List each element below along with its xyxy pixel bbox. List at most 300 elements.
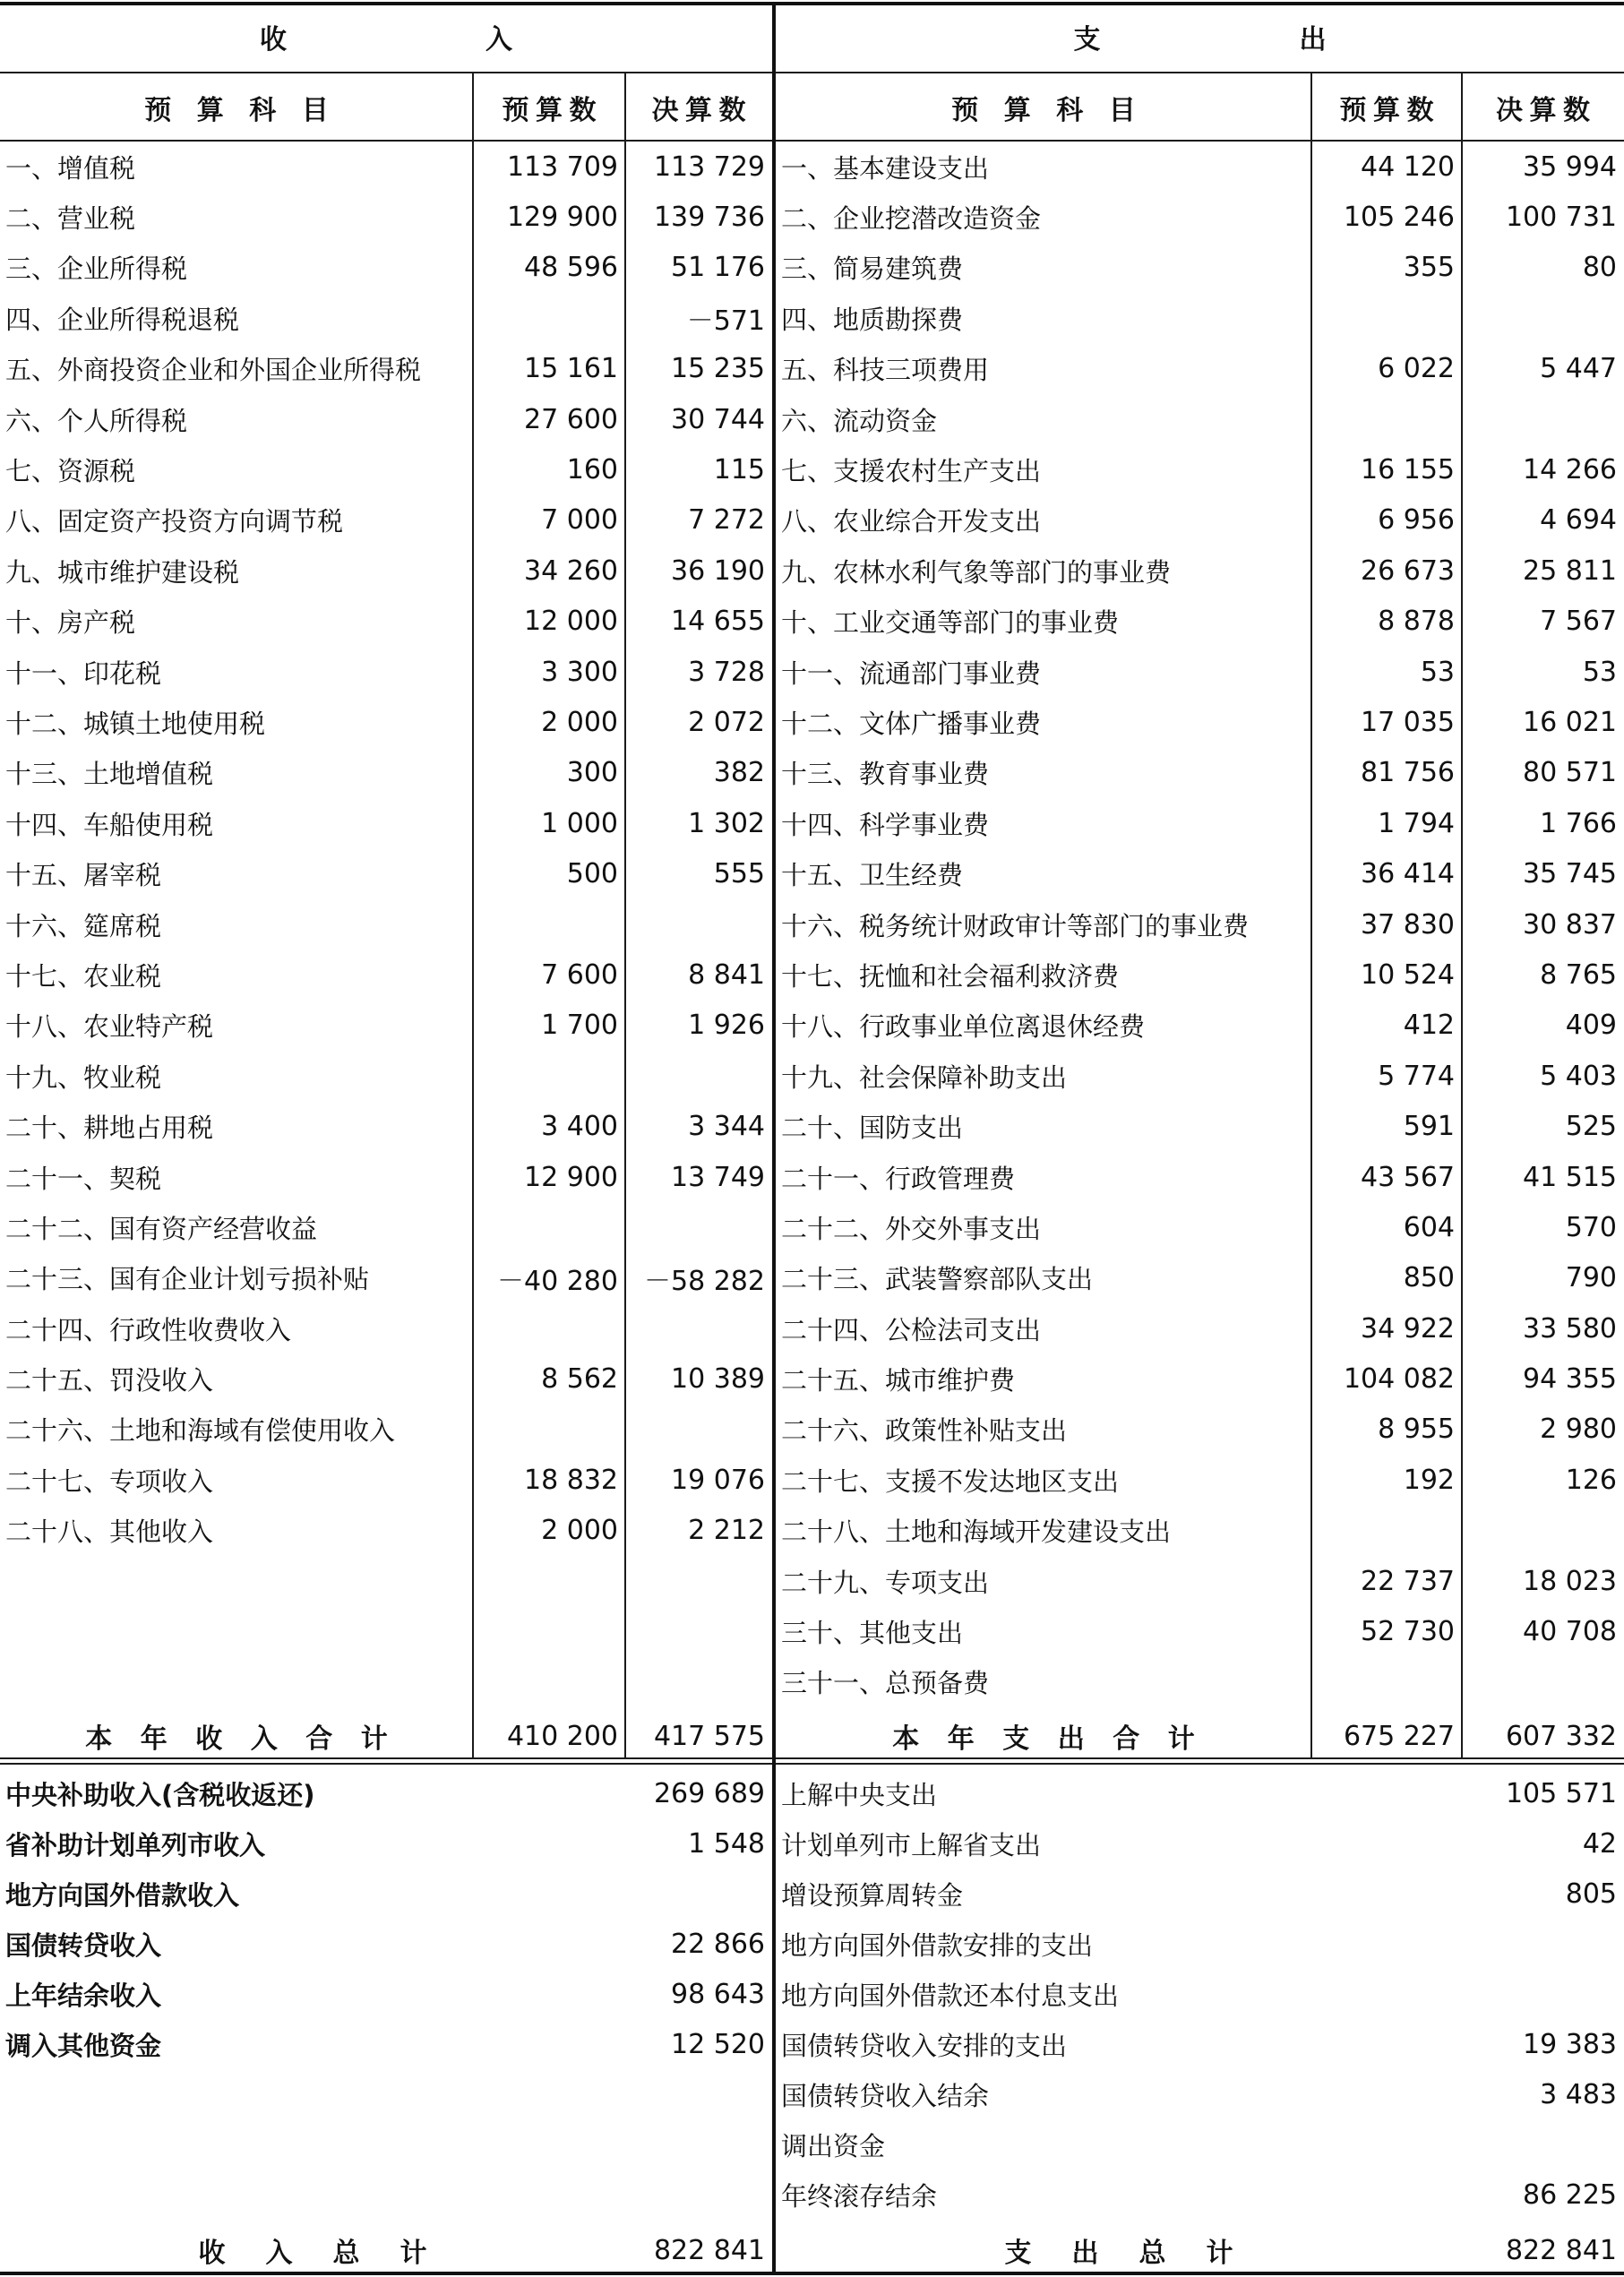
income-item-budget: 12 900 (524, 1161, 618, 1193)
table-row (0, 1353, 1624, 1404)
income-item-final: 8 841 (688, 958, 765, 991)
expense-section-title: 支 出 (1073, 24, 1413, 56)
expense-extra-name: 调出资金 (781, 2130, 886, 2161)
income-item-budget: 8 562 (541, 1363, 618, 1396)
expense-item-name: 二十九、专项支出 (781, 1567, 990, 1598)
table-row (0, 647, 1624, 697)
income-item-final: 7 272 (688, 504, 765, 537)
table-row (0, 1506, 1624, 1556)
income-item-budget (473, 1606, 625, 1656)
table-row (0, 192, 1624, 242)
expense-item-final: 25 811 (1523, 554, 1617, 587)
header-divider (0, 72, 1624, 73)
income-item-final: 1 302 (688, 807, 765, 839)
expense-item-final: 33 580 (1523, 1312, 1617, 1345)
income-item-final: 555 (713, 858, 765, 890)
expense-item-final: 1 766 (1540, 807, 1617, 839)
expense-item-budget: 37 830 (1361, 908, 1455, 941)
center-divider (772, 2, 776, 2273)
expense-item-name: 十九、社会保障补助支出 (781, 1061, 1068, 1093)
expense-item-name: 六、流动资金 (781, 405, 938, 436)
income-subject-divider (472, 72, 474, 1757)
expense-item-budget: 850 (1403, 1262, 1455, 1294)
income-item-budget: 48 596 (524, 252, 618, 284)
income-item-final: 2 212 (688, 1515, 765, 1547)
top-rule (0, 2, 1624, 5)
expense-item-name: 二十五、城市维护费 (781, 1365, 1016, 1396)
income-item-name: 六、个人所得税 (5, 405, 188, 436)
income-item-name: 七、资源税 (5, 456, 136, 487)
expense-item-final: 41 515 (1523, 1161, 1617, 1193)
expense-item-budget: 43 567 (1361, 1161, 1455, 1193)
expense-item-name: 五、科技三项费用 (781, 355, 990, 386)
income-extra-name: 中央补助收入(含税收返还) (5, 1779, 315, 1810)
income-item-final: 30 744 (671, 403, 765, 435)
expense-item-budget: 6 956 (1378, 504, 1455, 537)
income-item-budget: 34 260 (524, 554, 618, 587)
expense-item-final: 8 765 (1540, 958, 1617, 991)
income-extra-value: 1 548 (688, 1827, 765, 1860)
income-item-final: 115 (713, 454, 765, 486)
income-extra-name: 上年结余收入 (5, 1980, 162, 2011)
table-row (0, 1303, 1624, 1353)
income-final-header: 决算数 (651, 95, 752, 126)
income-item-final: 139 736 (653, 202, 765, 234)
expense-item-final: 35 745 (1523, 858, 1617, 890)
expense-item-name: 二十六、政策性补贴支出 (781, 1415, 1068, 1447)
expense-item-budget: 44 120 (1361, 150, 1455, 183)
expense-item-final: 94 355 (1523, 1363, 1617, 1396)
income-extra-name: 省补助计划单列市收入 (5, 1829, 266, 1860)
income-item-name: 二十、耕地占用税 (5, 1113, 214, 1144)
expense-item-name: 二十七、支援不发达地区支出 (781, 1465, 1120, 1497)
income-extra-value: 269 689 (653, 1777, 765, 1809)
income-grand-total-label: 收入总计 (198, 2238, 468, 2269)
expense-item-final: 80 571 (1523, 757, 1617, 789)
income-item-budget (473, 293, 625, 343)
expense-year-total-label: 本年支出合计 (892, 1723, 1224, 1755)
income-item-name: 二十四、行政性收费收入 (5, 1314, 292, 1345)
table-row (0, 1051, 1624, 1101)
expense-item-final: 4 694 (1540, 504, 1617, 537)
expense-subject-header: 预算科目 (951, 95, 1162, 126)
table-row (0, 142, 1624, 192)
column-header-row (0, 73, 1624, 142)
table-row (0, 344, 1624, 394)
expense-item-name: 九、农林水利气象等部门的事业费 (781, 556, 1172, 588)
income-extra-name (0, 2170, 625, 2220)
income-item-final: 10 389 (671, 1363, 765, 1396)
income-item-budget: 27 600 (524, 403, 618, 435)
expense-item-name: 三十一、总预备费 (781, 1668, 990, 1699)
income-item-final (625, 1202, 772, 1252)
income-extra-value (625, 2069, 772, 2119)
expense-item-name: 一、基本建设支出 (781, 152, 990, 184)
expense-item-budget: 81 756 (1361, 757, 1455, 789)
income-item-name: 三、企业所得税 (5, 253, 188, 285)
expense-year-total-budget: 675 227 (1343, 1720, 1455, 1752)
income-budget-divider (624, 72, 626, 1757)
expense-item-final: 14 266 (1523, 454, 1617, 486)
income-item-final (625, 1606, 772, 1656)
supplementary-row (0, 1768, 1624, 1818)
income-year-total-final: 417 575 (653, 1720, 765, 1752)
expense-extra-value: 42 (1582, 1827, 1617, 1860)
expense-item-name: 二十三、武装警察部队支出 (781, 1264, 1094, 1295)
supplementary-row (0, 1919, 1624, 1969)
expense-item-budget: 53 (1420, 656, 1455, 688)
income-extra-value (625, 2119, 772, 2170)
expense-extra-name: 地方向国外借款还本付息支出 (781, 1980, 1120, 2011)
income-item-final (625, 1657, 772, 1707)
expense-item-budget: 8 955 (1378, 1413, 1455, 1446)
income-extra-name: 调入其他资金 (5, 2030, 162, 2061)
expense-final-header: 决算数 (1496, 95, 1597, 126)
income-item-final: 3 344 (688, 1111, 765, 1143)
expense-item-name: 七、支援农村生产支出 (781, 456, 1042, 487)
income-extra-name (0, 2069, 625, 2119)
expense-extra-value (1462, 1919, 1624, 1969)
expense-extra-name: 上解中央支出 (781, 1779, 938, 1810)
income-item-name (0, 1657, 473, 1707)
table-row (0, 1405, 1624, 1455)
income-item-name: 一、增值税 (5, 152, 136, 184)
income-item-final: 15 235 (671, 353, 765, 385)
expense-item-budget (1311, 1506, 1462, 1556)
expense-item-final: 53 (1582, 656, 1617, 688)
income-item-final: 382 (713, 757, 765, 789)
table-row (0, 495, 1624, 546)
expense-extra-value: 3 483 (1540, 2078, 1617, 2110)
table-row (0, 1657, 1624, 1707)
income-item-final (625, 1051, 772, 1101)
income-item-final: 13 749 (671, 1161, 765, 1193)
income-item-final: 2 072 (688, 706, 765, 738)
expense-extra-value: 805 (1565, 1877, 1617, 1910)
income-extra-value (625, 2170, 772, 2220)
income-item-budget (473, 1303, 625, 1353)
income-item-budget (473, 1405, 625, 1455)
expense-item-name: 二十、国防支出 (781, 1113, 964, 1144)
expense-item-final: 790 (1565, 1262, 1617, 1294)
expense-item-name: 二十一、行政管理费 (781, 1163, 1016, 1194)
income-grand-total-value: 822 841 (653, 2234, 765, 2266)
income-item-name: 二十五、罚没收入 (5, 1365, 214, 1396)
expense-item-budget: 104 082 (1343, 1363, 1455, 1396)
table-row (0, 798, 1624, 848)
expense-item-budget: 34 922 (1361, 1312, 1455, 1345)
income-item-final: 3 728 (688, 656, 765, 688)
expense-item-final: 7 567 (1540, 606, 1617, 638)
table-row (0, 748, 1624, 798)
expense-item-name: 十二、文体广播事业费 (781, 708, 1042, 739)
expense-extra-value: 105 571 (1505, 1777, 1617, 1809)
income-extra-value: 12 520 (671, 2028, 765, 2060)
expense-item-final (1462, 1506, 1624, 1556)
income-item-name: 五、外商投资企业和外国企业所得税 (5, 355, 422, 386)
expense-item-budget (1311, 293, 1462, 343)
expense-item-name: 十一、流通部门事业费 (781, 657, 1042, 689)
income-item-name: 十四、车船使用税 (5, 809, 214, 840)
expense-extra-name: 计划单列市上解省支出 (781, 1829, 1042, 1860)
expense-item-final: 570 (1565, 1211, 1617, 1243)
income-item-final: 36 190 (671, 554, 765, 587)
income-item-name: 十七、农业税 (5, 960, 162, 992)
income-item-name: 十五、屠宰税 (5, 860, 162, 891)
year-total-row (0, 1713, 1624, 1759)
income-item-final: 14 655 (671, 606, 765, 638)
income-item-name: 八、固定资产投资方向调节税 (5, 506, 344, 537)
income-extra-value: 22 866 (671, 1928, 765, 1960)
income-item-budget: 3 400 (541, 1111, 618, 1143)
supplementary-row (0, 2170, 1624, 2220)
income-item-final: 113 729 (653, 150, 765, 183)
income-extra-name (0, 2119, 625, 2170)
expense-item-budget: 604 (1403, 1211, 1455, 1243)
supplementary-row (0, 2119, 1624, 2170)
expense-item-final: 16 021 (1523, 706, 1617, 738)
table-row (0, 848, 1624, 898)
income-item-budget: 3 300 (541, 656, 618, 688)
expense-item-final: 100 731 (1505, 202, 1617, 234)
income-item-name: 二十六、土地和海域有偿使用收入 (5, 1415, 396, 1447)
income-item-budget: 15 161 (524, 353, 618, 385)
table-row (0, 899, 1624, 949)
expense-item-budget: 355 (1403, 252, 1455, 284)
expense-item-final: 80 (1582, 252, 1617, 284)
income-item-name: 十九、牧业税 (5, 1061, 162, 1093)
expense-item-name: 二、企业挖潜改造资金 (781, 203, 1042, 235)
income-item-name (0, 1556, 473, 1606)
expense-year-total-final: 607 332 (1505, 1720, 1617, 1752)
income-item-budget: 113 709 (506, 150, 618, 183)
table-row (0, 1606, 1624, 1656)
income-item-budget: 129 900 (506, 202, 618, 234)
expense-item-budget: 105 246 (1343, 202, 1455, 234)
supplementary-row (0, 1869, 1624, 1919)
expense-grand-total-label: 支出总计 (1004, 2238, 1274, 2269)
expense-item-final: 5 447 (1540, 353, 1617, 385)
expense-item-final: 40 708 (1523, 1616, 1617, 1648)
income-subject-header: 预算科目 (144, 95, 355, 126)
expense-extra-value (1462, 2119, 1624, 2170)
income-year-total-budget: 410 200 (506, 1720, 618, 1752)
expense-item-name: 二十二、外交外事支出 (781, 1213, 1042, 1244)
income-item-name: 四、企业所得税退税 (5, 304, 240, 335)
income-item-name: 十、房产税 (5, 607, 136, 639)
expense-extra-value (1462, 1969, 1624, 2019)
expense-item-name: 二十八、土地和海域开发建设支出 (781, 1517, 1172, 1548)
expense-item-name: 十七、抚恤和社会福利救济费 (781, 960, 1120, 992)
expense-item-final: 2 980 (1540, 1413, 1617, 1446)
table-body (0, 142, 1624, 1707)
expense-item-name: 十八、行政事业单位离退休经费 (781, 1011, 1146, 1043)
table-row (0, 1152, 1624, 1202)
income-item-name: 二十七、专项收入 (5, 1465, 214, 1497)
expense-grand-total-value: 822 841 (1505, 2234, 1617, 2266)
expense-item-name: 十五、卫生经费 (781, 860, 964, 891)
income-year-total-label: 本年收入合计 (85, 1723, 417, 1755)
income-item-budget: 500 (566, 858, 618, 890)
table-row (0, 1101, 1624, 1151)
expense-item-budget: 591 (1403, 1111, 1455, 1143)
expense-item-final: 35 994 (1523, 150, 1617, 183)
year-total-double-rule (0, 1763, 1624, 1765)
income-budget-header: 预算数 (502, 95, 603, 126)
expense-item-budget: 26 673 (1361, 554, 1455, 587)
expense-item-budget: 1 794 (1378, 807, 1455, 839)
income-item-name: 二十二、国有资产经营收益 (5, 1213, 318, 1244)
income-item-final (625, 1405, 772, 1455)
expense-item-name: 十三、教育事业费 (781, 759, 990, 790)
income-item-name: 二十一、契税 (5, 1163, 162, 1194)
income-item-name: 九、城市维护建设税 (5, 556, 240, 588)
income-item-budget (473, 1202, 625, 1252)
table-header (0, 0, 1624, 142)
expense-item-final: 525 (1565, 1111, 1617, 1143)
table-row (0, 697, 1624, 747)
table-row (0, 444, 1624, 494)
income-item-budget: 160 (566, 454, 618, 486)
grand-total-section (0, 2229, 1624, 2272)
expense-item-final: 126 (1565, 1464, 1617, 1496)
year-total-section (0, 1713, 1624, 1759)
expense-item-name: 八、农业综合开发支出 (781, 506, 1042, 537)
income-item-name: 十八、农业特产税 (5, 1011, 214, 1043)
income-item-name: 十二、城镇土地使用税 (5, 708, 266, 739)
expense-item-budget: 412 (1403, 1010, 1455, 1042)
income-item-name (0, 1606, 473, 1656)
income-item-name: 二十三、国有企业计划亏损补贴 (5, 1264, 370, 1295)
expense-item-final (1462, 394, 1624, 444)
expense-item-budget: 5 774 (1378, 1060, 1455, 1092)
income-item-budget (473, 899, 625, 949)
income-item-name: 十三、土地增值税 (5, 759, 214, 790)
expense-item-name: 三、简易建筑费 (781, 253, 964, 285)
expense-item-budget: 22 737 (1361, 1565, 1455, 1597)
income-item-final (625, 1556, 772, 1606)
expense-item-name: 三十、其他支出 (781, 1618, 964, 1649)
income-section-title: 收 入 (260, 24, 598, 56)
table-row (0, 1001, 1624, 1051)
income-item-name: 十六、筵席税 (5, 910, 162, 941)
income-extra-value (625, 1869, 772, 1919)
expense-item-budget: 17 035 (1361, 706, 1455, 738)
income-item-budget: 12 000 (524, 606, 618, 638)
income-item-budget (473, 1556, 625, 1606)
table-row (0, 1455, 1624, 1505)
expense-item-final: 5 403 (1540, 1060, 1617, 1092)
supplementary-row (0, 2069, 1624, 2119)
expense-subject-divider (1310, 72, 1312, 1757)
income-item-budget: 18 832 (524, 1464, 618, 1496)
income-item-budget: 300 (566, 757, 618, 789)
supplementary-row (0, 1818, 1624, 1869)
supplementary-section (0, 1768, 1624, 2220)
income-item-budget: 1 700 (541, 1010, 618, 1042)
expense-item-budget: 192 (1403, 1464, 1455, 1496)
expense-item-name: 四、地质勘探费 (781, 304, 964, 335)
income-item-budget: 7 000 (541, 504, 618, 537)
income-extra-name: 国债转贷收入 (5, 1929, 162, 1961)
supplementary-row (0, 2019, 1624, 2069)
expense-item-budget: 36 414 (1361, 858, 1455, 890)
expense-item-name: 十、工业交通等部门的事业费 (781, 607, 1120, 639)
expense-extra-name: 年终滚存结余 (781, 2180, 938, 2212)
expense-item-final: 30 837 (1523, 908, 1617, 941)
table-row (0, 394, 1624, 444)
income-item-name: 十一、印花税 (5, 657, 162, 689)
expense-item-name: 十六、税务统计财政审计等部门的事业费 (781, 910, 1250, 941)
income-item-budget: 2 000 (541, 1515, 618, 1547)
expense-item-budget (1311, 394, 1462, 444)
table-row (0, 949, 1624, 1000)
income-item-budget (473, 1657, 625, 1707)
section-title-row (0, 0, 1624, 73)
header-bottom-rule (0, 140, 1624, 142)
expense-extra-name: 地方向国外借款安排的支出 (781, 1929, 1094, 1961)
table-row (0, 1556, 1624, 1606)
expense-item-budget: 8 878 (1378, 606, 1455, 638)
expense-extra-value: 86 225 (1523, 2178, 1617, 2211)
expense-item-name: 十四、科学事业费 (781, 809, 990, 840)
expense-extra-value: 19 383 (1523, 2028, 1617, 2060)
income-item-final: 51 176 (671, 252, 765, 284)
expense-extra-name: 增设预算周转金 (781, 1879, 964, 1911)
income-item-final: －58 282 (644, 1265, 765, 1297)
income-item-budget: 2 000 (541, 706, 618, 738)
expense-item-final (1462, 1657, 1624, 1707)
grand-total-row (0, 2229, 1624, 2272)
income-item-final: －571 (686, 305, 765, 338)
table-row (0, 546, 1624, 596)
bottom-rule (0, 2272, 1624, 2275)
supplementary-row (0, 1969, 1624, 2019)
expense-item-final: 409 (1565, 1010, 1617, 1042)
expense-item-budget: 10 524 (1361, 958, 1455, 991)
table-row (0, 1202, 1624, 1252)
income-extra-value: 98 643 (671, 1978, 765, 2010)
table-row (0, 293, 1624, 343)
income-item-final (625, 1303, 772, 1353)
year-total-bottom-rule (0, 1757, 1624, 1759)
expense-extra-name: 国债转贷收入安排的支出 (781, 2030, 1068, 2061)
expense-item-final (1462, 293, 1624, 343)
income-item-name: 二十八、其他收入 (5, 1517, 214, 1548)
expense-budget-header: 预算数 (1339, 95, 1440, 126)
expense-item-budget: 52 730 (1361, 1616, 1455, 1648)
expense-budget-divider (1461, 72, 1463, 1757)
income-item-final: 19 076 (671, 1464, 765, 1496)
income-item-budget: 7 600 (541, 958, 618, 991)
expense-item-name: 二十四、公检法司支出 (781, 1314, 1042, 1345)
income-item-final: 1 926 (688, 1010, 765, 1042)
income-item-budget: 1 000 (541, 807, 618, 839)
income-item-name: 二、营业税 (5, 203, 136, 235)
income-extra-name: 地方向国外借款收入 (5, 1879, 240, 1911)
income-item-final (625, 899, 772, 949)
expense-item-budget (1311, 1657, 1462, 1707)
table-row (0, 243, 1624, 293)
expense-extra-name: 国债转贷收入结余 (781, 2080, 990, 2111)
income-item-budget: －40 280 (497, 1265, 618, 1297)
expense-item-budget: 6 022 (1378, 353, 1455, 385)
expense-item-final: 18 023 (1523, 1565, 1617, 1597)
expense-item-budget: 16 155 (1361, 454, 1455, 486)
income-item-budget (473, 1051, 625, 1101)
table-row (0, 1253, 1624, 1303)
table-row (0, 597, 1624, 647)
